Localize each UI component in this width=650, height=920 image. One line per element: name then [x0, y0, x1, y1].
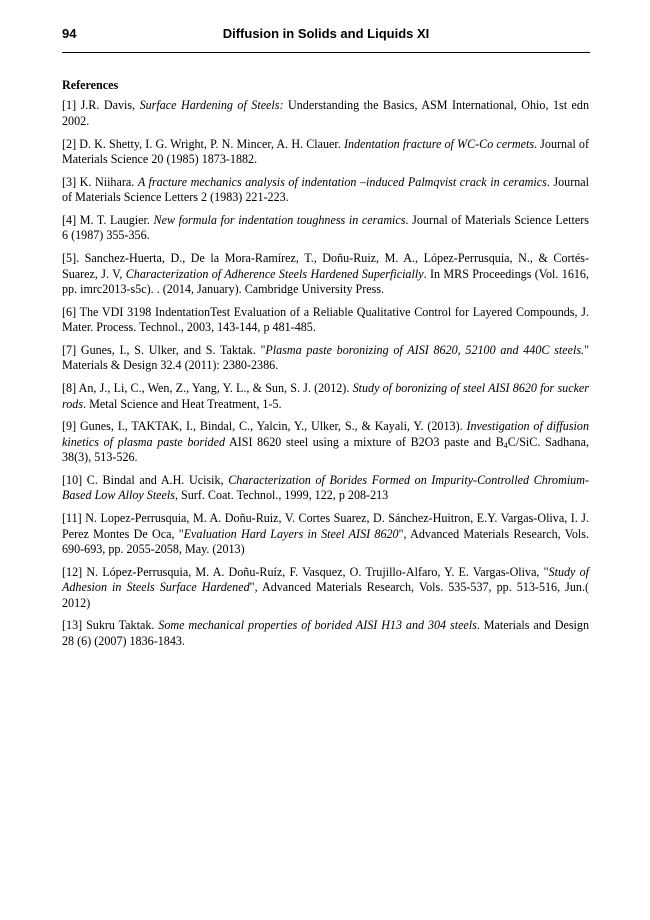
header-divider — [62, 52, 590, 53]
reference-item-2 — [62, 137, 589, 168]
reference-source: ", Advanced Materials Research, Vols. 535-537, pp. 513-516, Jun.( 2012) — [62, 580, 589, 610]
reference-label: [9] — [62, 419, 77, 434]
reference-source-end: C/SiC. Sadhana, 38(3), 513-526. — [62, 434, 590, 465]
reference-label: [4] — [62, 213, 77, 228]
reference-text: The VDI 3198 IndentationTest Evaluation of a Reliable Qualitative Control for Layered Compounds, J. Mater. Process. Technol., 2003, 143-144, p 481-485. — [62, 304, 589, 335]
references-heading: References — [62, 78, 119, 92]
reference-source: " Materials & Design 32.4 (2011): 2380-2386. — [62, 343, 590, 373]
reference-item-11 — [62, 511, 589, 557]
reference-authors: Gunes, I., S. Ulker, and S. Taktak. " — [80, 343, 266, 358]
reference-item-9 — [62, 419, 589, 465]
reference-item-6 — [62, 305, 589, 336]
reference-title: Surface Hardening of Steels: — [139, 98, 284, 113]
reference-authors: Sukru Taktak. — [86, 618, 159, 633]
reference-source: AISI 8620 steel using a mixture of B2O3 paste and B — [225, 434, 504, 449]
reference-source: . Journal of Materials Science 20 (1985) 1873-1882. — [62, 136, 589, 167]
reference-title: Study of Adhesion in Steels Surface Hardened — [62, 564, 589, 595]
reference-source: ", Advanced Materials Research, Vols. 690-693, pp. 2055-2058, May. (2013) — [62, 526, 590, 557]
reference-item-5 — [62, 251, 589, 297]
reference-item-13 — [62, 618, 589, 649]
reference-item-4 — [62, 213, 589, 244]
reference-title: Characterization of Adherence Steels Hardened Superficially — [125, 266, 424, 281]
reference-item-7 — [62, 343, 589, 374]
page-header — [62, 26, 590, 46]
reference-title: New formula for indentation toughness in ceramics — [153, 213, 406, 228]
reference-title: Characterization of Borides Formed on Impurity-Controlled Chromium-Based Low Alloy Steels — [62, 473, 589, 503]
reference-source: . Materials and Design 28 (6) (2007) 1836-1843. — [62, 618, 589, 648]
reference-label: [2] — [62, 136, 77, 151]
reference-title: Plasma paste boronizing of AISI 8620, 52100 and 440C steels. — [265, 343, 585, 358]
reference-authors: K. Niihara. — [79, 174, 138, 189]
reference-label: [10] — [62, 473, 83, 488]
reference-source: . Journal of Materials Science Letters 2 (1983) 221-223. — [62, 174, 590, 205]
running-title: Diffusion in Solids and Liquids XI — [222, 26, 430, 41]
reference-label: [6] — [62, 304, 77, 319]
reference-subscript: 4 — [503, 440, 508, 450]
reference-authors: N. Lopez-Perrusquia, M. A. Doñu-Ruiz, V. Cortes Suarez, D. Sánchez-Huitron, E.Y. Vargas-Oliva, I. J. Perez Montes De Oca, " — [62, 511, 589, 541]
reference-title: Some mechanical properties of borided AISI H13 and 304 steels — [158, 618, 477, 633]
reference-source: . In MRS Proceedings (Vol. 1616, pp. imrc2013-s5c). . (2014, January). Cambridge University Press. — [62, 266, 589, 297]
reference-item-1 — [62, 98, 589, 129]
references-section — [62, 78, 589, 657]
reference-authors: M. T. Laugier. — [79, 213, 154, 228]
reference-label: [13] — [62, 618, 83, 633]
reference-title: Study of boronizing of steel AISI 8620 for sucker rods — [62, 381, 590, 411]
reference-source: Understanding the Basics, ASM International, Ohio, 1st edn 2002. — [62, 98, 589, 128]
reference-item-8 — [62, 381, 589, 412]
reference-authors: D. K. Shetty, I. G. Wright, P. N. Mincer, A. H. Clauer. — [79, 136, 344, 151]
reference-label: [1] — [62, 98, 77, 113]
reference-title: Indentation fracture of WC-Co cermets — [343, 136, 535, 151]
reference-item-3 — [62, 175, 589, 206]
reference-authors: J.R. Davis, — [80, 98, 140, 113]
reference-label: [12] — [62, 564, 83, 579]
reference-authors: An, J., Li, C., Wen, Z., Yang, Y. L., & Sun, S. J. (2012). — [78, 381, 353, 396]
reference-authors: Gunes, I., TAKTAK, I., Bindal, C., Yalcin, Y., Ulker, S., & Kayali, Y. (2013). — [79, 419, 467, 434]
reference-label: [7] — [62, 343, 77, 358]
reference-authors: Sanchez-Huerta, D., De la Mora-Ramírez, T., Doñu-Ruiz, M. A., López-Perrusquia, N., & Cortés-Suarez, J. V, — [62, 251, 589, 281]
reference-label: [11] — [62, 511, 82, 526]
reference-item-10 — [62, 473, 589, 504]
reference-authors: C. Bindal and A.H. Ucisik, — [86, 473, 229, 488]
reference-title: A fracture mechanics analysis of indentation –induced Palmqvist crack in ceramics — [137, 174, 547, 189]
reference-authors: N. López-Perrusquia, M. A. Doñu-Ruíz, F. Vasquez, O. Trujillo-Alfaro, Y. E. Vargas-Oliva, " — [86, 564, 549, 579]
reference-item-12 — [62, 565, 589, 611]
reference-label: [3] — [62, 174, 77, 189]
reference-label: [8] — [62, 381, 77, 396]
reference-title: Evaluation Hard Layers in Steel AISI 8620 — [183, 526, 399, 541]
page-number: 94 — [62, 26, 77, 41]
reference-source: , Surf. Coat. Technol., 1999, 122, p 208-213 — [174, 488, 389, 503]
reference-source: . Metal Science and Heat Treatment, 1-5. — [83, 396, 282, 411]
reference-label: [5]. — [62, 251, 80, 266]
reference-source: . Journal of Materials Science Letters 6 (1987) 355-356. — [62, 213, 589, 243]
reference-title: Investigation of diffusion kinetics of plasma paste borided — [62, 419, 589, 449]
